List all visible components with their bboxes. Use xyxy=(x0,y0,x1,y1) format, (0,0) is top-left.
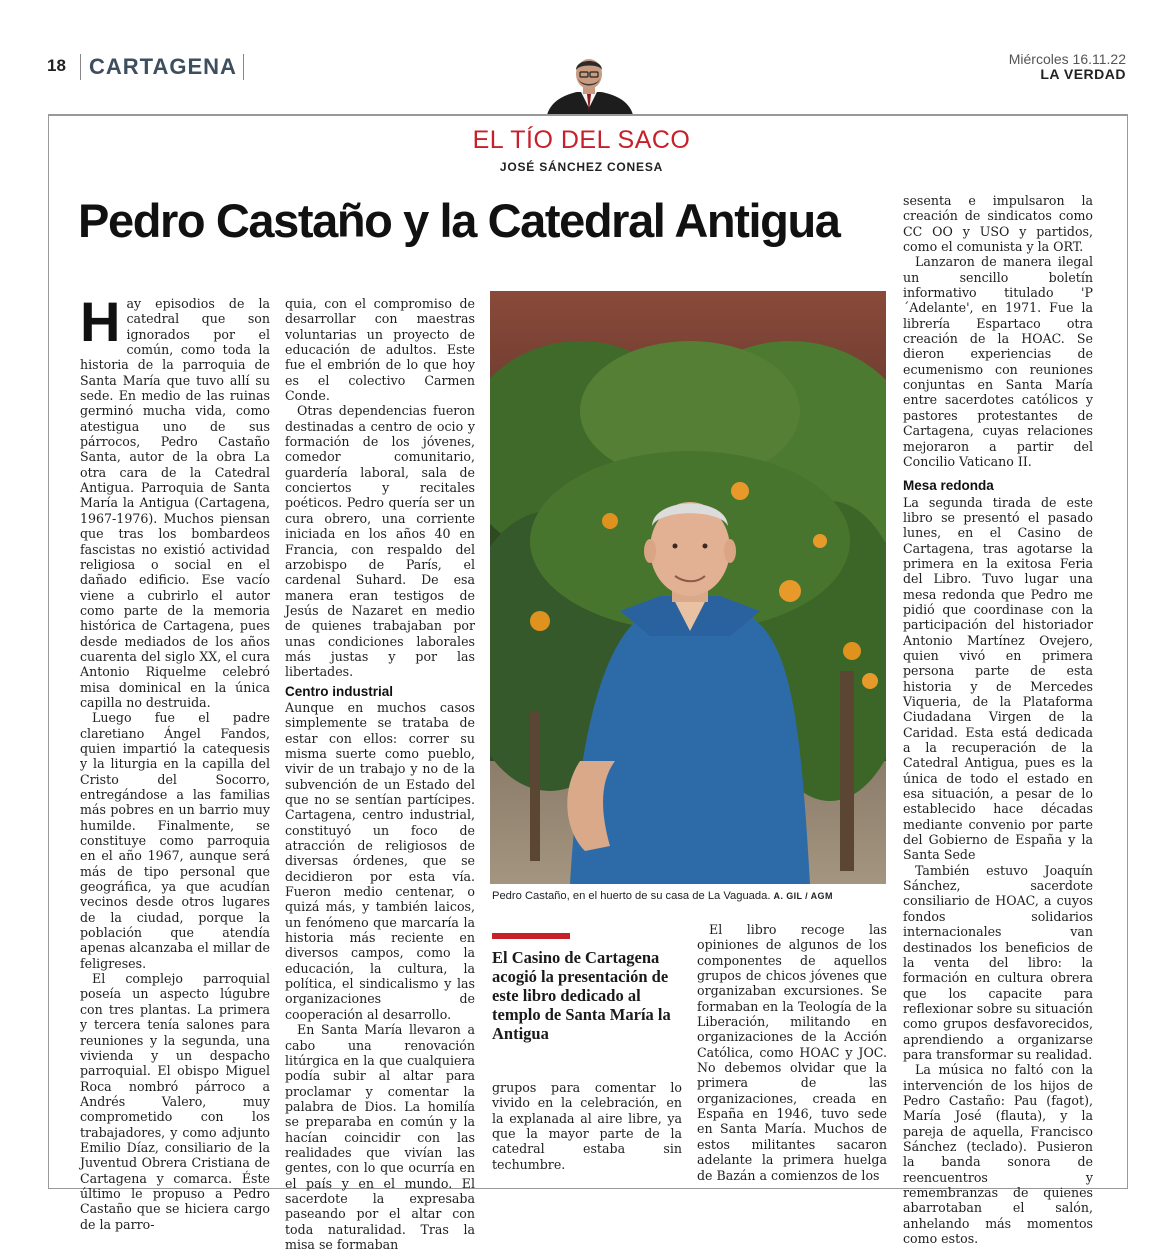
paragraph: ay episodios de la catedral que son ignorados por el común, como toda la historia de la parroquia de Santa María que tuvo allí su sede. En medio de las ruinas germinó mucha vida, como atestigua uno de sus párrocos, Pedro Castaño Santa, autor de la obra La otra cara de la Catedral Antigua. Parroquia de Santa María la Antigua (Cartagena, 1967-1976). Muchos piensan que tras los bombardeos fascistas no existió actividad religiosa o social en el dañado edificio. Ese vacío viene a cubrirlo el autor como parte de la memoria histórica de Cartagena, pues desde mediados de los años cuarenta del siglo XX, el cura Antonio Riquelme celebró misa dominical en la única capilla no destruida. xyxy=(80,296,270,710)
photo-caption xyxy=(492,890,892,902)
paragraph: También estuvo Joaquín Sánchez, sacerdote consiliario de HOAC, a cuyos fondos solidarios internacionales van destinados los beneficios de la venta del libro: la formación en cultura obrera que los capacite para reflexionar sobre su situación como grupos desfavorecidos, aprendiendo a organizarse para transformar su realidad. xyxy=(903,862,1093,1062)
article-photo xyxy=(490,291,886,884)
headline: Pedro Castaño y la Catedral Antigua xyxy=(78,194,840,247)
column-2 xyxy=(285,296,475,1252)
issue-date: Miércoles 16.11.22 xyxy=(1008,51,1126,67)
header-divider-2 xyxy=(243,54,244,80)
section-title: CARTAGENA xyxy=(89,54,237,79)
columnist-portrait xyxy=(543,52,635,115)
caption-text: Pedro Castaño, en el huerto de su casa de La Vaguada. xyxy=(492,890,771,902)
paragraph: El libro recoge las opiniones de algunos de los componentes de aquellos grupos de chicos jóvenes que organizaban excursiones. Se formaban en la Teología de la Liberación, militando en organizaciones de la Acción Católica, como HOAC y JOC. No debemos olvidar que la primera de las organizaciones, creada en España en 1946, tuvo sede en Santa María. Muchos de estos militantes sacaron adelante la primera huelga de Bazán a comienzos de los xyxy=(697,922,887,1183)
photo-credit: A. GIL / AGM xyxy=(773,891,833,901)
column-3 xyxy=(492,1080,682,1172)
paragraph: Luego fue el padre claretiano Ángel Fandos, quien impartió la catequesis y la liturgia en la capilla del Cristo del Socorro, entregándose a las familias más pobres en un barrio muy humilde. Finalmente, se constituye como parroquia en el año 1967, aunque será más de tipo personal que geográfica, ya que acudían vecinos desde otros lugares de la ciudad, porque la población que atendía apenas alcanzaba el millar de feligreses. xyxy=(80,710,270,971)
paragraph: La segunda tirada de este libro se presentó el pasado lunes, en el Casino de Cartagena, tras agotarse la primera en la exitosa Feria del Libro. Tuvo lugar una mesa redonda que Pedro me pidió que coordinase con la participación del historiador Antonio Martínez Ovejero, quien vivó en primera persona parte de esta historia y de Mercedes Viqueria, de la Plataforma Ciudadana Virgen de la Caridad. Esta está dedicada a la recuperación de la Catedral Antigua, pues es la única de todo el estado en esa situación, a pesar de lo establecido hace décadas mediante convenio por parte del Gobierno de España y la Santa Sede xyxy=(903,494,1093,863)
paragraph: El complejo parroquial poseía un aspecto lúgubre con tres plantas. La primera y tercera tenía salones para reuniones y la segunda, una vivienda y un despacho parroquial. El obispo Miguel Roca nombró párroco a Andrés Valero, muy comprometido con los trabajadores, y como adjunto Emilio Díaz, consiliario de la Juventud Obrera Cristiana de Cartagena y comarca. Éste último le propuso a Pedro Castaño que se hiciera cargo de la parro- xyxy=(80,971,270,1232)
subheading: Mesa redonda xyxy=(903,478,994,494)
header-divider xyxy=(80,54,81,80)
paragraph: quia, con el compromiso de desarrollar con maestras voluntarias un proyecto de educación de adultos. Este fue el embrión de lo que hoy es el colectivo Carmen Conde. xyxy=(285,296,475,404)
paragraph: sesenta e impulsaron la creación de sindicatos como CC OO y USO y partidos, como el comunista y la ORT. xyxy=(903,193,1093,255)
page-number: 18 xyxy=(47,56,66,75)
drop-cap: H xyxy=(80,290,121,353)
column-5 xyxy=(903,193,1093,1246)
paragraph: grupos para comentar lo vivido en la celebración, en la explanada al aire libre, ya que la mayor parte de la catedral estaba sin techumbre. xyxy=(492,1080,682,1172)
newspaper-name: LA VERDAD xyxy=(1040,66,1126,82)
paragraph: Aunque en muchos casos simplemente se trataba de estar con ellos: correr su misma suerte como pueblo, vivir de un trabajo y no de la subvención de un Estado del que no se sentían partícipes. Cartagena, centro industrial, constituyó un foco de atracción de religiosos de diversas órdenes, que se decidieron por esta vía. Fueron medio centenar, o quizá más, y también laicos, un fenómeno que marcaría la historia más reciente en diversos campos, como la educación, la cultura, la política, el sindicalismo y las organizaciones de cooperación al desarrollo. xyxy=(285,699,475,1022)
paragraph: La música no faltó con la intervención de los hijos de Pedro Castaño: Pau (fagot), María José (flauta), y la pareja de aquella, Francisco Sánchez (teclado). Pusieron la banda sonora de reencuentros y remembranzas de quienes abarrotaban el salón, anhelando más momentos como estos. xyxy=(903,1062,1093,1247)
pullquote-accent-bar xyxy=(492,933,570,939)
paragraph: Otras dependencias fueron destinadas a centro de ocio y formación de los jóvenes, comedor comunitario, guardería laboral, sala de conciertos y recitales poéticos. Pedro quería ser un cura obrero, una corriente iniciada en los años 40 en Francia, con respaldo del arzobispo de París, el cardenal Suhard. De esa manera eran testigos de Jesús de Nazaret en medio de quienes trabajaban por unas condiciones laborales más justas y por las libertades. xyxy=(285,403,475,680)
paragraph: En Santa María llevaron a cabo una renovación litúrgica en la que cualquiera podía subir al altar para proclamar y comentar la palabra de Dios. La homilía se preparaba en común y la hacían coincidir con las realidades que vivían las gentes, con lo que ocurría en el país y en el mundo. El sacerdote la expresaba paseando por el altar con toda naturalidad. Tras la misa se formaban xyxy=(285,1022,475,1252)
subheading: Centro industrial xyxy=(285,683,394,699)
pullquote: El Casino de Cartagena acogió la presentación de este libro dedicado al templo de Santa María la Antigua xyxy=(492,948,671,1043)
column-1 xyxy=(80,290,270,1232)
paragraph: Lanzaron de manera ilegal un sencillo boletín informativo titulado 'P´Adelante', en 1971. Fue la librería Espartaco otra creación de la HOAC. Se dieron experiencias de ecumenismo con reuniones conjuntas en Santa María entre sacerdotes católicos y pastores protestantes de Cartagena, cuyas relaciones mejoraron a partir del Concilio Vaticano II. xyxy=(903,254,1093,469)
column-4 xyxy=(697,922,887,1183)
author-byline: JOSÉ SÁNCHEZ CONESA xyxy=(499,160,664,174)
column-name: EL TÍO DEL SACO xyxy=(472,126,691,154)
